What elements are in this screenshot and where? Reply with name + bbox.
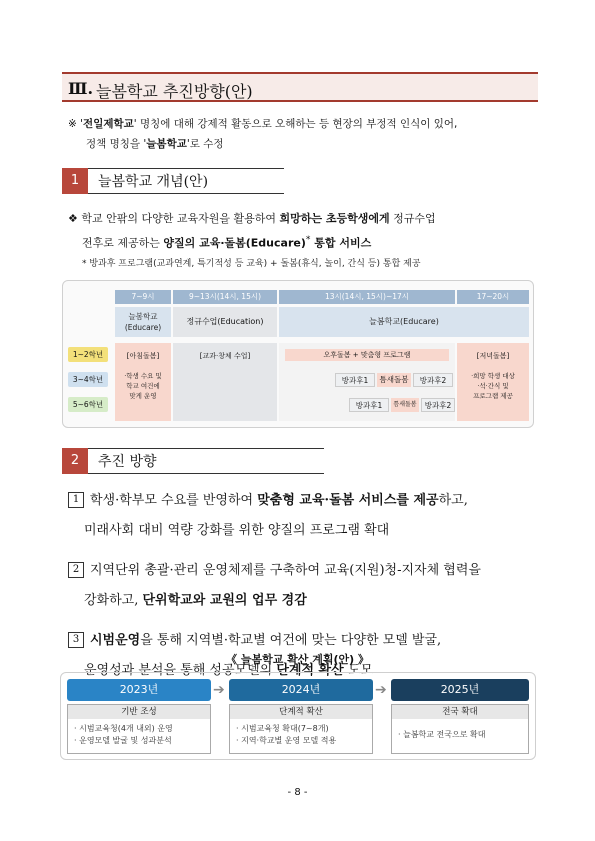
year-2024: 2024년 xyxy=(229,679,373,701)
grade-label-5-6: 5~6학년 xyxy=(68,397,108,412)
list-item: 3 시범운영을 통해 지역별·학교별 여건에 맞는 다양한 모델 발굴, 운영성과 분석을 통해 성공모델의 단계적 확산 도모 xyxy=(68,626,540,686)
year-2023: 2023년 xyxy=(67,679,211,701)
item-number-box: 1 xyxy=(68,492,84,508)
expansion-plan-timeline xyxy=(60,672,536,760)
time-header-afternoon: 13시(14시, 15시)~17시 xyxy=(279,290,455,304)
subsection-header-2 xyxy=(62,448,324,474)
mode-educare-afternoon: 늘봄학교(Educare) xyxy=(279,307,529,337)
time-header-morning: 7~9시 xyxy=(115,290,171,304)
subsection-header-1 xyxy=(62,168,284,194)
subsection-title: 늘봄학교 개념(안) xyxy=(98,174,209,190)
educare-schedule-diagram xyxy=(62,280,534,428)
subsection-number: 2 xyxy=(62,448,88,474)
concept-description: ❖ 학교 안팎의 다양한 교육자원을 활용하여 희망하는 초등학생에게 정규수업 전후로 제공하는 양질의 교육·돌봄(Educare)* 통합 서비스 * 방과후 프로그램(교과연계, 특기적성 등 교육) + 돌봄(휴식, 놀이, 간식 등) 통합 제공 xyxy=(68,208,540,274)
morning-care-box: [아침돌봄] ·학생 수요 및 학교 여건에 맞게 운영 xyxy=(115,343,171,421)
concept-footnote: * 방과후 프로그램(교과연계, 특기적성 등 교육) + 돌봄(휴식, 놀이, 간식 등) 통합 제공 xyxy=(82,258,421,269)
subsection-title: 추진 방향 xyxy=(98,454,157,470)
section-roman-numeral: Ⅲ. xyxy=(68,79,94,98)
list-item: 2 지역단위 총괄·관리 운영체제를 구축하여 교육(지원)청-지자체 협력을 강화하고, 단위학교와 교원의 업무 경감 xyxy=(68,556,540,616)
name-change-note: ※ '전일제학교' 명칭에 대해 강제적 활동으로 오해하는 등 현장의 부정적 인식이 있어, 정책 명칭을 '늘봄학교'로 수정 xyxy=(68,118,458,150)
mode-education: 정규수업(Education) xyxy=(173,307,277,337)
new-name-term: 늘봄학교 xyxy=(146,138,187,150)
old-name-term: 전일제학교 xyxy=(83,118,134,130)
expansion-plan-title: 《 늘봄학교 확산 계획(안) 》 xyxy=(225,653,369,666)
time-header-regular: 9~13시(14시, 15시) xyxy=(173,290,277,304)
mode-educare-morning: 늘봄학교 (Educare) xyxy=(115,307,171,337)
list-item: 1 학생·학부모 수요를 반영하여 맞춤형 교육·돌봄 서비스를 제공하고, 미래사회 대비 역량 강화를 위한 양질의 프로그램 확대 xyxy=(68,486,540,546)
phase-heading: 기반 조성 xyxy=(68,705,210,719)
evening-care-box: [저녁돌봄] ·희망 학생 대상 ·석·간식 및 프로그램 제공 xyxy=(457,343,529,421)
section-title: 늘봄학교 추진방향(안) xyxy=(96,82,253,101)
afternoon-care-box: 오후돌봄 + 맞춤형 프로그램 xyxy=(279,343,455,421)
afterschool-2-row2: 방과후2 xyxy=(413,373,453,387)
phase-box-2023: 기반 조성 · 시범교육청(4개 내외) 운영 · 운영모델 발굴 및 성과분석 xyxy=(67,704,211,754)
item-number-box: 3 xyxy=(68,632,84,648)
year-2025: 2025년 xyxy=(391,679,529,701)
grade-label-3-4: 3~4학년 xyxy=(68,372,108,387)
grade-label-1-2: 1~2학년 xyxy=(68,347,108,362)
section-header xyxy=(62,72,538,102)
arrow-right-icon: ➔ xyxy=(375,682,387,698)
phase-box-2024: 단계적 확산 · 시범교육청 확대(7~8개) · 지역·학교별 운영 모델 적용 xyxy=(229,704,373,754)
afterschool-1-row3: 방과후1 xyxy=(349,398,389,412)
subsection-number: 1 xyxy=(62,168,88,194)
item-number-box: 2 xyxy=(68,562,84,578)
page-number: - 8 - xyxy=(287,787,308,798)
regular-class-box: [교과·창체 수업] xyxy=(173,343,277,421)
time-header-evening: 17~20시 xyxy=(457,290,529,304)
note-mark: ※ xyxy=(68,118,77,130)
afterschool-1-row2: 방과후1 xyxy=(335,373,375,387)
phase-heading: 단계적 확산 xyxy=(230,705,372,719)
afterschool-2-row3: 방과후2 xyxy=(421,398,455,412)
gap-care-row3: 틈새돌봄 xyxy=(391,398,419,412)
gap-care-row2: 틈새돌봄 xyxy=(377,373,411,387)
phase-box-2025: 전국 확대 · 늘봄학교 전국으로 확대 xyxy=(391,704,529,754)
diamond-bullet-icon: ❖ xyxy=(68,212,78,225)
arrow-right-icon: ➔ xyxy=(213,682,225,698)
phase-heading: 전국 확대 xyxy=(392,705,528,719)
